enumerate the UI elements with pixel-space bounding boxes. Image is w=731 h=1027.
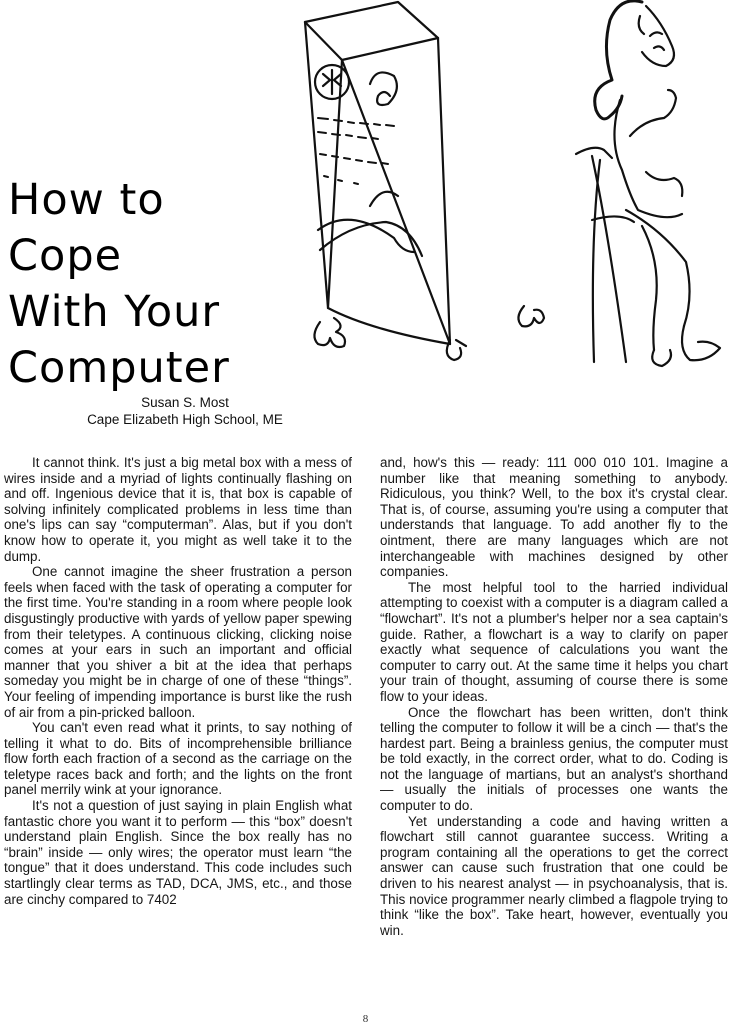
woman-drawing	[576, 1, 720, 366]
computer-box-drawing	[305, 2, 544, 360]
paragraph-continued: and, how's this — ready: 111 000 010 101. Imagine a number like that meaning something to anybody. Ridiculous, you think? Well, to the box it's crystal clear. That is, of course, assuming you're using a computer that understands that language. To add another fly to the ointment, there are many languages which are not interchangeable with machines designed by other companies.	[380, 455, 728, 580]
title-line: With Your	[8, 287, 221, 337]
paragraph: It's not a question of just saying in plain English what fantastic chore you want it to perform — this “box” doesn't understand plain English. Since the box really has no “brain” inside — only wires; the operator must learn “the tongue” that it does understand. This code includes such startlingly clear terms as TAD, DCA, JMS, etc., and those are cinchy compared to 7402	[4, 798, 352, 907]
title-line: Computer	[8, 343, 230, 393]
page-number: 8	[362, 1013, 369, 1025]
byline	[40, 394, 330, 428]
article-column-left	[4, 455, 352, 907]
paragraph: You can't even read what it prints, to say nothing of telling it what to do. Bits of incomprehensible brilliance flow forth each fraction of a second as the carriage on the teletype races back and forth; and the lights on the front panel merrily wink at your ignorance.	[4, 720, 352, 798]
author-affiliation: Cape Elizabeth High School, ME	[87, 412, 283, 427]
title-line: How to	[8, 175, 165, 225]
paragraph: Yet understanding a code and having written a flowchart still cannot guarantee success. Writing a program containing all the operations to get the correct answer can cause such frustration that one could be driven to his nearest analyst — in psychoanalysis, that is. This novice programmer nearly climbed a flagpole trying to think “like the box”. Take heart, however, eventually you win.	[380, 813, 728, 938]
article-title	[8, 172, 230, 396]
title-line: Cope	[8, 231, 123, 281]
paragraph: Once the flowchart has been written, don't think telling the computer to follow it will be a cinch — that's the hardest part. Being a brainless genius, the computer must be told exactly, in the correct order, what to do. Coding is not the language of martians, but an analyst's shorthand — usually the initials of processes one wants the computer to do.	[380, 704, 728, 814]
paragraph: The most helpful tool to the harried individual attempting to coexist with a computer is a diagram called a “flowchart”. It's not a plumber's helper nor a sea captain's guide. Rather, a flowchart is a way to clarify on paper exactly what sequence of calculations you want the computer to carry out. At the same time it helps you chart your train of thought, assuming of course there is some flow to your ideas.	[380, 579, 728, 704]
cartoon-illustration	[290, 0, 731, 380]
article-column-right	[380, 455, 728, 938]
paragraph: One cannot imagine the sheer frustration a person feels when faced with the task of operating a computer for the first time. You're standing in a room where people look disgustingly productive with yards of yellow paper spewing from their teletypes. A continuous clicking, clicking noise comes at your ears in such an important and official manner that you shiver a bit at the idea that perhaps someday you might be in charge of one of these “things”. Your feeling of impending importance is burst like the rush of air from a pin-pricked balloon.	[4, 564, 352, 720]
paragraph: It cannot think. It's just a big metal box with a mess of wires inside and a myriad of lights continually flashing on and off. Ingenious device that it is, that box is capable of solving infinitely complicated problems in less time than one's lips can say “computerman”. Alas, but if you don't know how to operate it, you might as well take it to the dump.	[4, 455, 352, 564]
author-name: Susan S. Most	[141, 395, 229, 410]
